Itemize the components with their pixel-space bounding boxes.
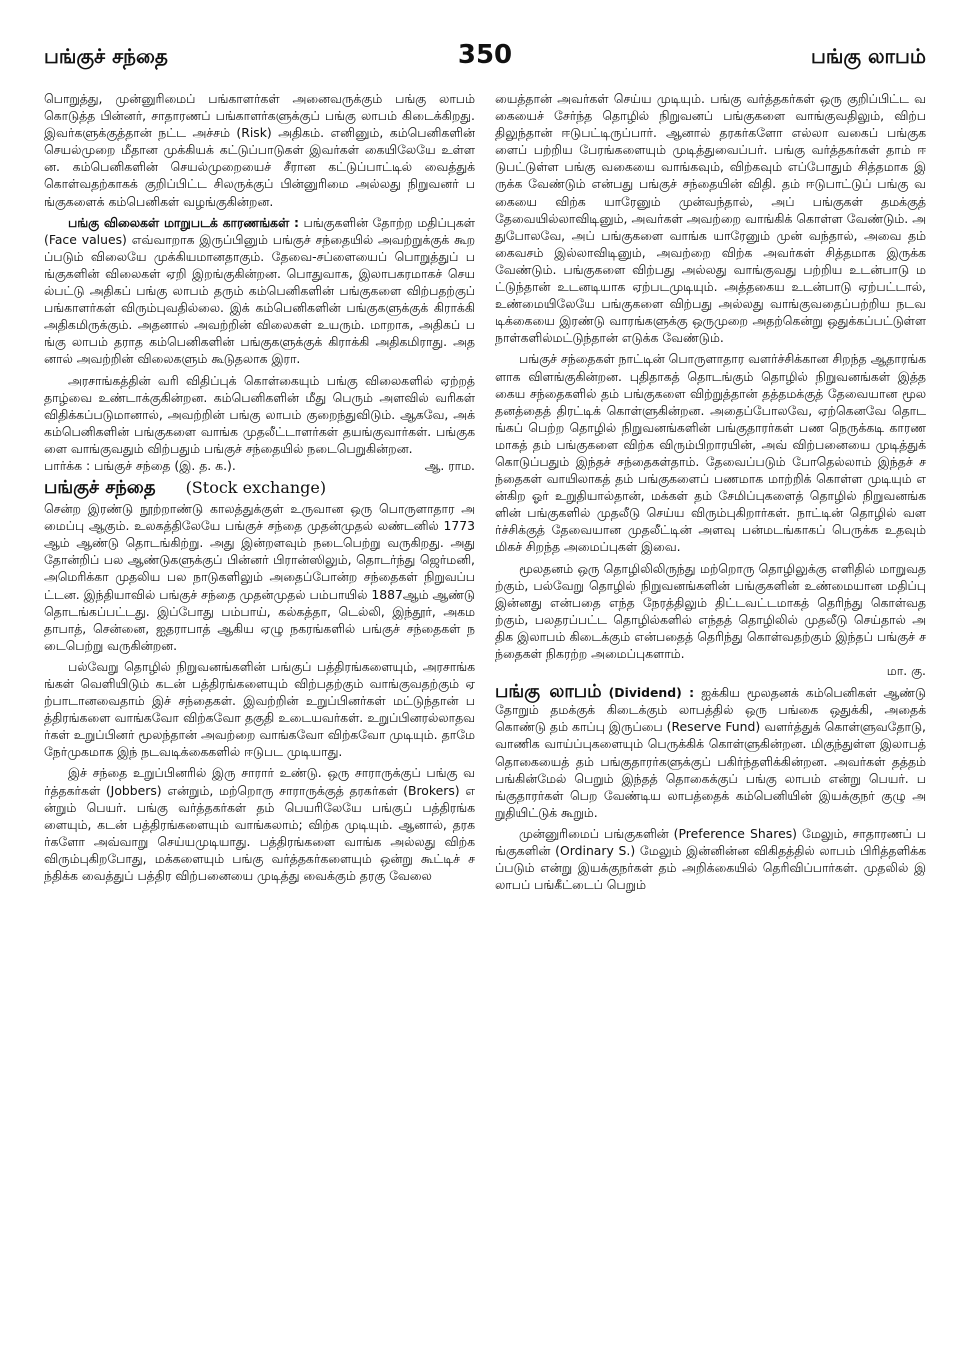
left-paragraph-6: இச் சந்தை உறுப்பினரில் இரு சாரார் உண்டு. ஒரு சாராருக்குப் பங்கு வர்த்தகர்கள் (Jobbers) என்றும், மற்றொரு சாராருக்குத் தரகர்கள் (Brokers) என்றும் பெயர். பங்கு வர்த்தகர்கள் தம் பெயரிலேயே பங்குப் பத்திரங்களையும், கடன் பத்திரங்களையும் வாங்கலாம்; விற்க முடியும். ஆனால், தரகர்களோ அவ்வாறு செய்யமுடியாது. பத்திரங்களை வாங்க அல்லது விற்க விரும்புகிறபோது, மக்களையும் பங்கு வர்த்தகர்களையும் ஒன்று கூட்டிச் சந்திக்க வைத்துப் பத்திர விற்பனையை முடித்து வைக்கும் தரகு வேலை bbox=[44, 765, 475, 884]
headword-english: (Dividend) : bbox=[608, 685, 695, 701]
running-head bbox=[44, 40, 926, 76]
headword-english: (Stock exchange) bbox=[185, 478, 327, 498]
subheading-price-variation: பங்கு விலைகள் மாறுபடக் காரணங்கள் : bbox=[68, 214, 299, 230]
page-number: 350 bbox=[457, 40, 513, 70]
running-head-right: பங்கு லாபம் bbox=[810, 44, 926, 68]
entry-heading-stock-exchange bbox=[44, 476, 475, 500]
entry-dividend bbox=[495, 683, 926, 821]
left-paragraph-3: அரசாங்கத்தின் வரி விதிப்புக் கொள்கையும் பங்கு விலைகளில் ஏற்றத் தாழ்வை உண்டாக்குகின்றன. கம்பெனிகளின் மீது பெரும் அளவில் வரிகள் விதிக்கப்படுமானால், அவற்றின் பங்கு லாபம் குறைந்துவிடும். ஆகவே, அக் கம்பெனிகளின் பங்குகளை வாங்க முதலீட்டாளர்கள் தயங்குவார்கள். பங்குகளை வாங்குவதும் விற்பதும் பங்குச் சந்தையில் நடைபெறுகின்றன. bbox=[44, 372, 475, 456]
left-paragraph-5: பல்வேறு தொழில் நிறுவனங்களின் பங்குப் பத்திரங்களையும், அரசாங்கங்கள் வெளியிடும் கடன் பத்திரங்களையும் விற்பதற்கும் வாங்குவதற்கும் ஏற்பாடானவைதாம் இச் சந்தைகள். இவற்றின் உறுப்பினர்கள் மட்டுந்தான் பத்திரங்களை வாங்கவோ விற்கவோ தகுதி உடையவர்கள். உறுப்பினரல்லாதவர்கள் உறுப்பினர் மூலந்தான் அவற்றை வாங்கவோ விற்கவோ முடியும். தாமே நேர்முகமாக இந் நடவடிக்கைகளில் ஈடுபட முடியாது. bbox=[44, 658, 475, 760]
left-paragraph-1: பொறுத்து, முன்னுரிமைப் பங்காளர்கள் அனைவருக்கும் பங்கு லாபம் கொடுத்த பின்னர், சாதாரணப் பங்காளர்களுக்குப் பங்கு லாபம் கிடைக்கிறது. இவர்களுக்குத்தான் நட்ட அச்சம் (Risk) அதிகம். எனினும், கம்பெனிகளின் செயல்முறை மீதான முக்கியக் கட்டுப்பாடுகள் இவர்கள் கையிலேயே உள்ளன. கம்பெனிகளின் செயல்முறையைச் சீரான கட்டுப்பாட்டில் வைத்துக் கொள்வதற்காகக் குறிப்பிட்ட சிலருக்குப் பின்னுரிமை அல்லது நிறுவனர் பங்குகளைக் கம்பெனிகள் வழங்குகின்றன. bbox=[44, 91, 475, 209]
author-signature: ஆ. ராம. bbox=[424, 457, 475, 473]
right-column bbox=[495, 90, 926, 1342]
see-also-reference: பார்க்க : பங்குச் சந்தை (இ. த. க.). bbox=[44, 457, 236, 473]
left-paragraph-2 bbox=[44, 214, 475, 368]
right-paragraph-3: மூலதனம் ஒரு தொழிலிலிருந்து மற்றொரு தொழிலுக்கு எளிதில் மாறுவதற்கும், பல்வேறு தொழில் நிறுவனங்களின் பங்குகளின் உண்மையான மதிப்பு இன்னது என்பதை எந்த நேரத்திலும் திட்டவட்டமாகத் தெரிந்து கொள்வதற்கும், பலதரப்பட்ட தொழில்களில் எந்தத் தொழிலில் முதலீடு செய்தால் அதிக இலாபம் கிடைக்கும் என்பதைத் தெரிந்து கொள்வதற்கும் இந்தப் பங்குச் சந்தைகள் நிகரற்ற அமைப்புகளாம். bbox=[495, 560, 926, 661]
left-paragraph-2-text: பங்குகளின் தோற்ற மதிப்புகள் (Face values) எவ்வாறாக இருப்பினும் பங்குச் சந்தையில் அவற்றுக்குக் கூறப்படும் விலையே முக்கியமானதாகும். தேவை-சப்ளையைப் பொறுத்துப் பங்குகளின் விலைகள் ஏறி இறங்குகின்றன. பொதுவாக, இலாபகரமாகச் செயல்பட்டு அதிகப் பங்கு லாபம் தரும் கம்பெனிகளின் பங்குகளை விற்பதற்குப் பங்காளர்கள் விரும்புவதில்லை. இக் கம்பெனிகளின் பங்குகளுக்குக் கிராக்கி அதிகமிருக்கும். அதனால் அவற்றின் விலைகள் உயரும். மாறாக, அதிகப் பங்கு லாபம் தராத கம்பெனிகளின் பங்குகளுக்குக் கிராக்கி அதிகமிராது. அதனால் அவற்றின் விலைகளும் கூடுதலாக இரா. bbox=[44, 214, 475, 367]
left-reference-line bbox=[44, 457, 475, 474]
left-paragraph-4: சென்ற இரண்டு நூற்றாண்டு காலத்துக்குள் உருவான ஒரு பொருளாதார அமைப்பு ஆகும். உலகத்திலேயே பங்குச் சந்தை முதன்முதல் லண்டனில் 1773ஆம் ஆண்டு தொடங்கிற்று. அது இன்றளவும் நடைபெற்று வருகிறது. அது தோன்றிப் பல ஆண்டுகளுக்குப் பின்னர் பிரான்ஸிலும், தொடர்ந்து ஜெர்மனி, அமெரிக்கா முதலிய பல நாடுகளிலும் அதைப்போன்ற சந்தைகள் நிறுவப்பட்டன. இந்தியாவில் பங்குச் சந்தை முதன்முதல் பம்பாயில் 1887ஆம் ஆண்டு தொடங்கப்பட்டது. இப்போது பம்பாய், கல்கத்தா, டெல்லி, இந்தூர், அகமதாபாத், சென்னை, ஐதராபாத் ஆகிய ஏழு நகரங்களில் பங்குச் சந்தைகள் நடைபெற்று வருகின்றன. bbox=[44, 501, 475, 653]
right-paragraph-2: பங்குச் சந்தைகள் நாட்டின் பொருளாதார வளர்ச்சிக்கான சிறந்த ஆதாரங்களாக விளங்குகின்றன. புதிதாகத் தொடங்கும் தொழில் நிறுவனங்கள் இத்தகைய சந்தைகளில் தம் பங்குகளை விற்றுத்தான் தத்தமக்குத் தேவையான மூலதனத்தைத் திரட்டிக் கொள்ளுகின்றன. அதைப்போலவே, ஏற்கெனவே தொடங்கப் பெற்ற தொழில் நிறுவனங்களின் பங்குதாரர்கள் பண நெருக்கடி காரணமாகத் தம் பங்குகளை விற்க விரும்பிறாரயின், அவ் விற்பனையை முடித்துக் கொடுப்பதும் இந்தச் சந்தைகள்தாம். தேவைப்படும் போதெல்லாம் இந்தச் சந்தைகள் வாயிலாகத் தம் பங்குகளைப் பணமாக மாற்றிக் கொள்ள முடியும் என்கிற ஓர் உறுதியால்தான், மக்கள் தம் சேமிப்புகளைத் தொழில் நிறுவனங்களின் பங்குகளில் முதலீடு செய்ய விரும்புகிறார்கள். நாட்டின் தொழில் வளர்ச்சிக்குத் தேவையான முதலீட்டின் அளவு பன்மடங்காகப் பெருக்க உதவும் மிகச் சிறந்த அமைப்புகள் இவை. bbox=[495, 351, 926, 555]
left-column bbox=[44, 90, 475, 1342]
right-signature-line bbox=[495, 662, 926, 679]
two-column-body bbox=[44, 90, 926, 1342]
right-paragraph-5: முன்னுரிமைப் பங்குகளின் (Preference Shares) மேலும், சாதாரணப் பங்குகளின் (Ordinary S.) மேலும் இன்னின்ன விகிதத்தில் லாபம் பிரித்தளிக்கப்படும் என்று இயக்குநர்கள் தம் அறிக்கையில் தெரிவிப்பார்கள். முதலில் இலாபப் பங்கீட்டைப் பெறும் bbox=[495, 825, 926, 893]
headword: பங்கு லாபம் bbox=[495, 681, 602, 703]
running-head-left: பங்குச் சந்தை bbox=[44, 44, 168, 68]
right-paragraph-1: யைத்தான் அவர்கள் செய்ய முடியும். பங்கு வர்த்தகர்கள் ஒரு குறிப்பிட்ட வகையைச் சேர்ந்த தொழில் நிறுவனப் பங்குகளை வாங்குவதிலும், விற்பதிலுந்தான் ஈடுபட்டிருப்பார். ஆனால் தரகர்களோ எல்லா வகைப் பங்குகளைப் பற்றிய பேரங்களையும் முடித்துவைப்பர். பங்கு வர்த்தகர்கள் தாம் ஈடுபட்டுள்ள பங்கு வகையை வாங்கவும், விற்கவும் எப்போதும் சித்தமாக இருக்க வேண்டும் என்பது பங்குச் சந்தையின் விதி. தம் ஈடுபாட்டுப் பங்கு வகையை விற்க யாரேனும் முன்வந்தால், அப் பங்குகள் தமக்குத் தேவையில்லாவிடினும், அவர்கள் அவற்றை வாங்கிக் கொள்ள வேண்டும். அதுபோலவே, அப் பங்குகளை வாங்க யாரேனும் முன் வந்தால், அவை தம் கைவசம் இல்லாவிடினும், அவற்றை விற்க அவர்கள் சித்தமாக இருக்கவேண்டும். பங்குகளை விற்பது அல்லது வாங்குவது பற்றிய உடன்பாடு மட்டுந்தான் உடனடியாக ஏற்படமுடியும். அத்தகைய உடன்பாடு ஏற்பட்டால், உண்மையிலேயே பங்குகளை விற்பது அல்லது வாங்குவதைப்பற்றிய நடவடிக்கையை இரண்டு வாரங்களுக்கு ஒருமுறை அதற்கென்று ஒதுக்கப்பட்டுள்ள நாள்களில்மட்டுந்தான் எடுக்க வேண்டும். bbox=[495, 91, 926, 346]
author-signature: மா. கு. bbox=[886, 663, 926, 679]
right-paragraph-4: ஐக்கிய மூலதனக் கம்பெனிகள் ஆண்டு தோறும் தமக்குக் கிடைக்கும் லாபத்தில் ஒரு பங்கை ஒதுக்கி, அதைக் கொண்டு தம் காப்பு இருப்பை (Reserve Fund) வளர்த்துக் கொள்ளுவதோடு, வாணிக வாய்ப்புகளையும் பெருக்கிக் கொள்ளுகின்றன. மிகுந்துள்ள இலாபத் தொகையைத் தம் பங்குதாரர்களுக்குப் பகிர்ந்தளிக்கின்றன. அவர்கள் தத்தம் பங்கின்மேல் பெறும் இந்தத் தொகைக்குப் பங்கு லாபம் என்று பெயர். பங்குதாரர்கள் பெற வேண்டிய லாபத்தைக் கம்பெனியின் இயக்குநர் குழு அறுதியிட்டுக் கூறும். bbox=[495, 685, 926, 820]
headword: பங்குச் சந்தை bbox=[44, 477, 156, 499]
